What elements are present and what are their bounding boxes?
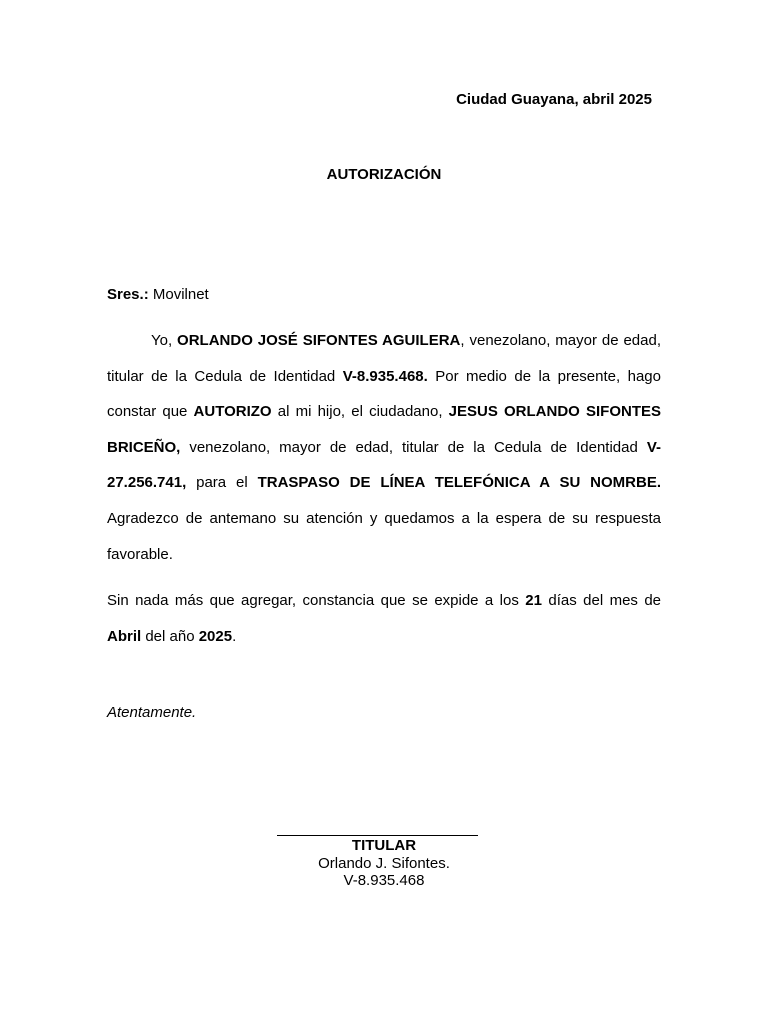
authorize-verb: AUTORIZO xyxy=(193,403,272,421)
issue-day: 21 xyxy=(525,592,542,609)
p2-text-1: Sin nada más que agregar, constancia que se expide a los xyxy=(107,592,526,609)
p1-text-5: venezolano, mayor de edad, titular de la Cedula de Identidad xyxy=(180,438,647,456)
salutation-label: Sres.: xyxy=(107,286,149,303)
p2-text-3: del año xyxy=(141,627,199,645)
p1-text-3: Por medio de la presente, hago constar que xyxy=(107,367,661,421)
issue-month: Abril xyxy=(107,627,142,645)
date-line: Ciudad Guayana, abril 2025 xyxy=(456,91,652,108)
issue-year: 2025 xyxy=(198,627,233,645)
p1-text-7: Agradezco de antemano su atención y quedamos a la espera de su respuesta favorable. xyxy=(107,509,661,563)
signature-line xyxy=(277,835,478,836)
salutation xyxy=(107,286,209,303)
salutation-recipient: Movilnet xyxy=(152,286,209,303)
p1-text-6: para el xyxy=(186,474,258,492)
authorization-paragraph xyxy=(107,323,661,572)
authorizer-id: V-8.935.468. xyxy=(342,367,428,385)
authorization-purpose: TRASPASO DE LÍNEA TELEFÓNICA A SU NOMRBE. xyxy=(257,474,661,492)
p2-text-2: días del mes de xyxy=(541,592,662,609)
signature-id: V-8.935.468 xyxy=(343,872,425,889)
p1-text-1: Yo, xyxy=(151,332,178,349)
authorized-id: V-27.256.741, xyxy=(107,438,661,492)
p1-text-2: , venezolano, mayor de edad, titular de la Cedula de Identidad xyxy=(107,332,661,385)
p1-text-4: al mi hijo, el ciudadano, xyxy=(271,403,449,421)
closing: Atentamente. xyxy=(107,704,197,721)
authorizer-name: ORLANDO JOSÉ SIFONTES AGUILERA xyxy=(177,332,461,349)
authorized-name: JESUS ORLANDO SIFONTES BRICEÑO, xyxy=(107,403,661,456)
signature-name: Orlando J. Sifontes. xyxy=(318,854,450,872)
constancy-paragraph xyxy=(107,583,661,654)
signature-role: TITULAR xyxy=(351,837,417,854)
p2-text-4: . xyxy=(232,627,237,645)
document-title: AUTORIZACIÓN xyxy=(326,166,442,183)
signature-block xyxy=(0,837,768,890)
